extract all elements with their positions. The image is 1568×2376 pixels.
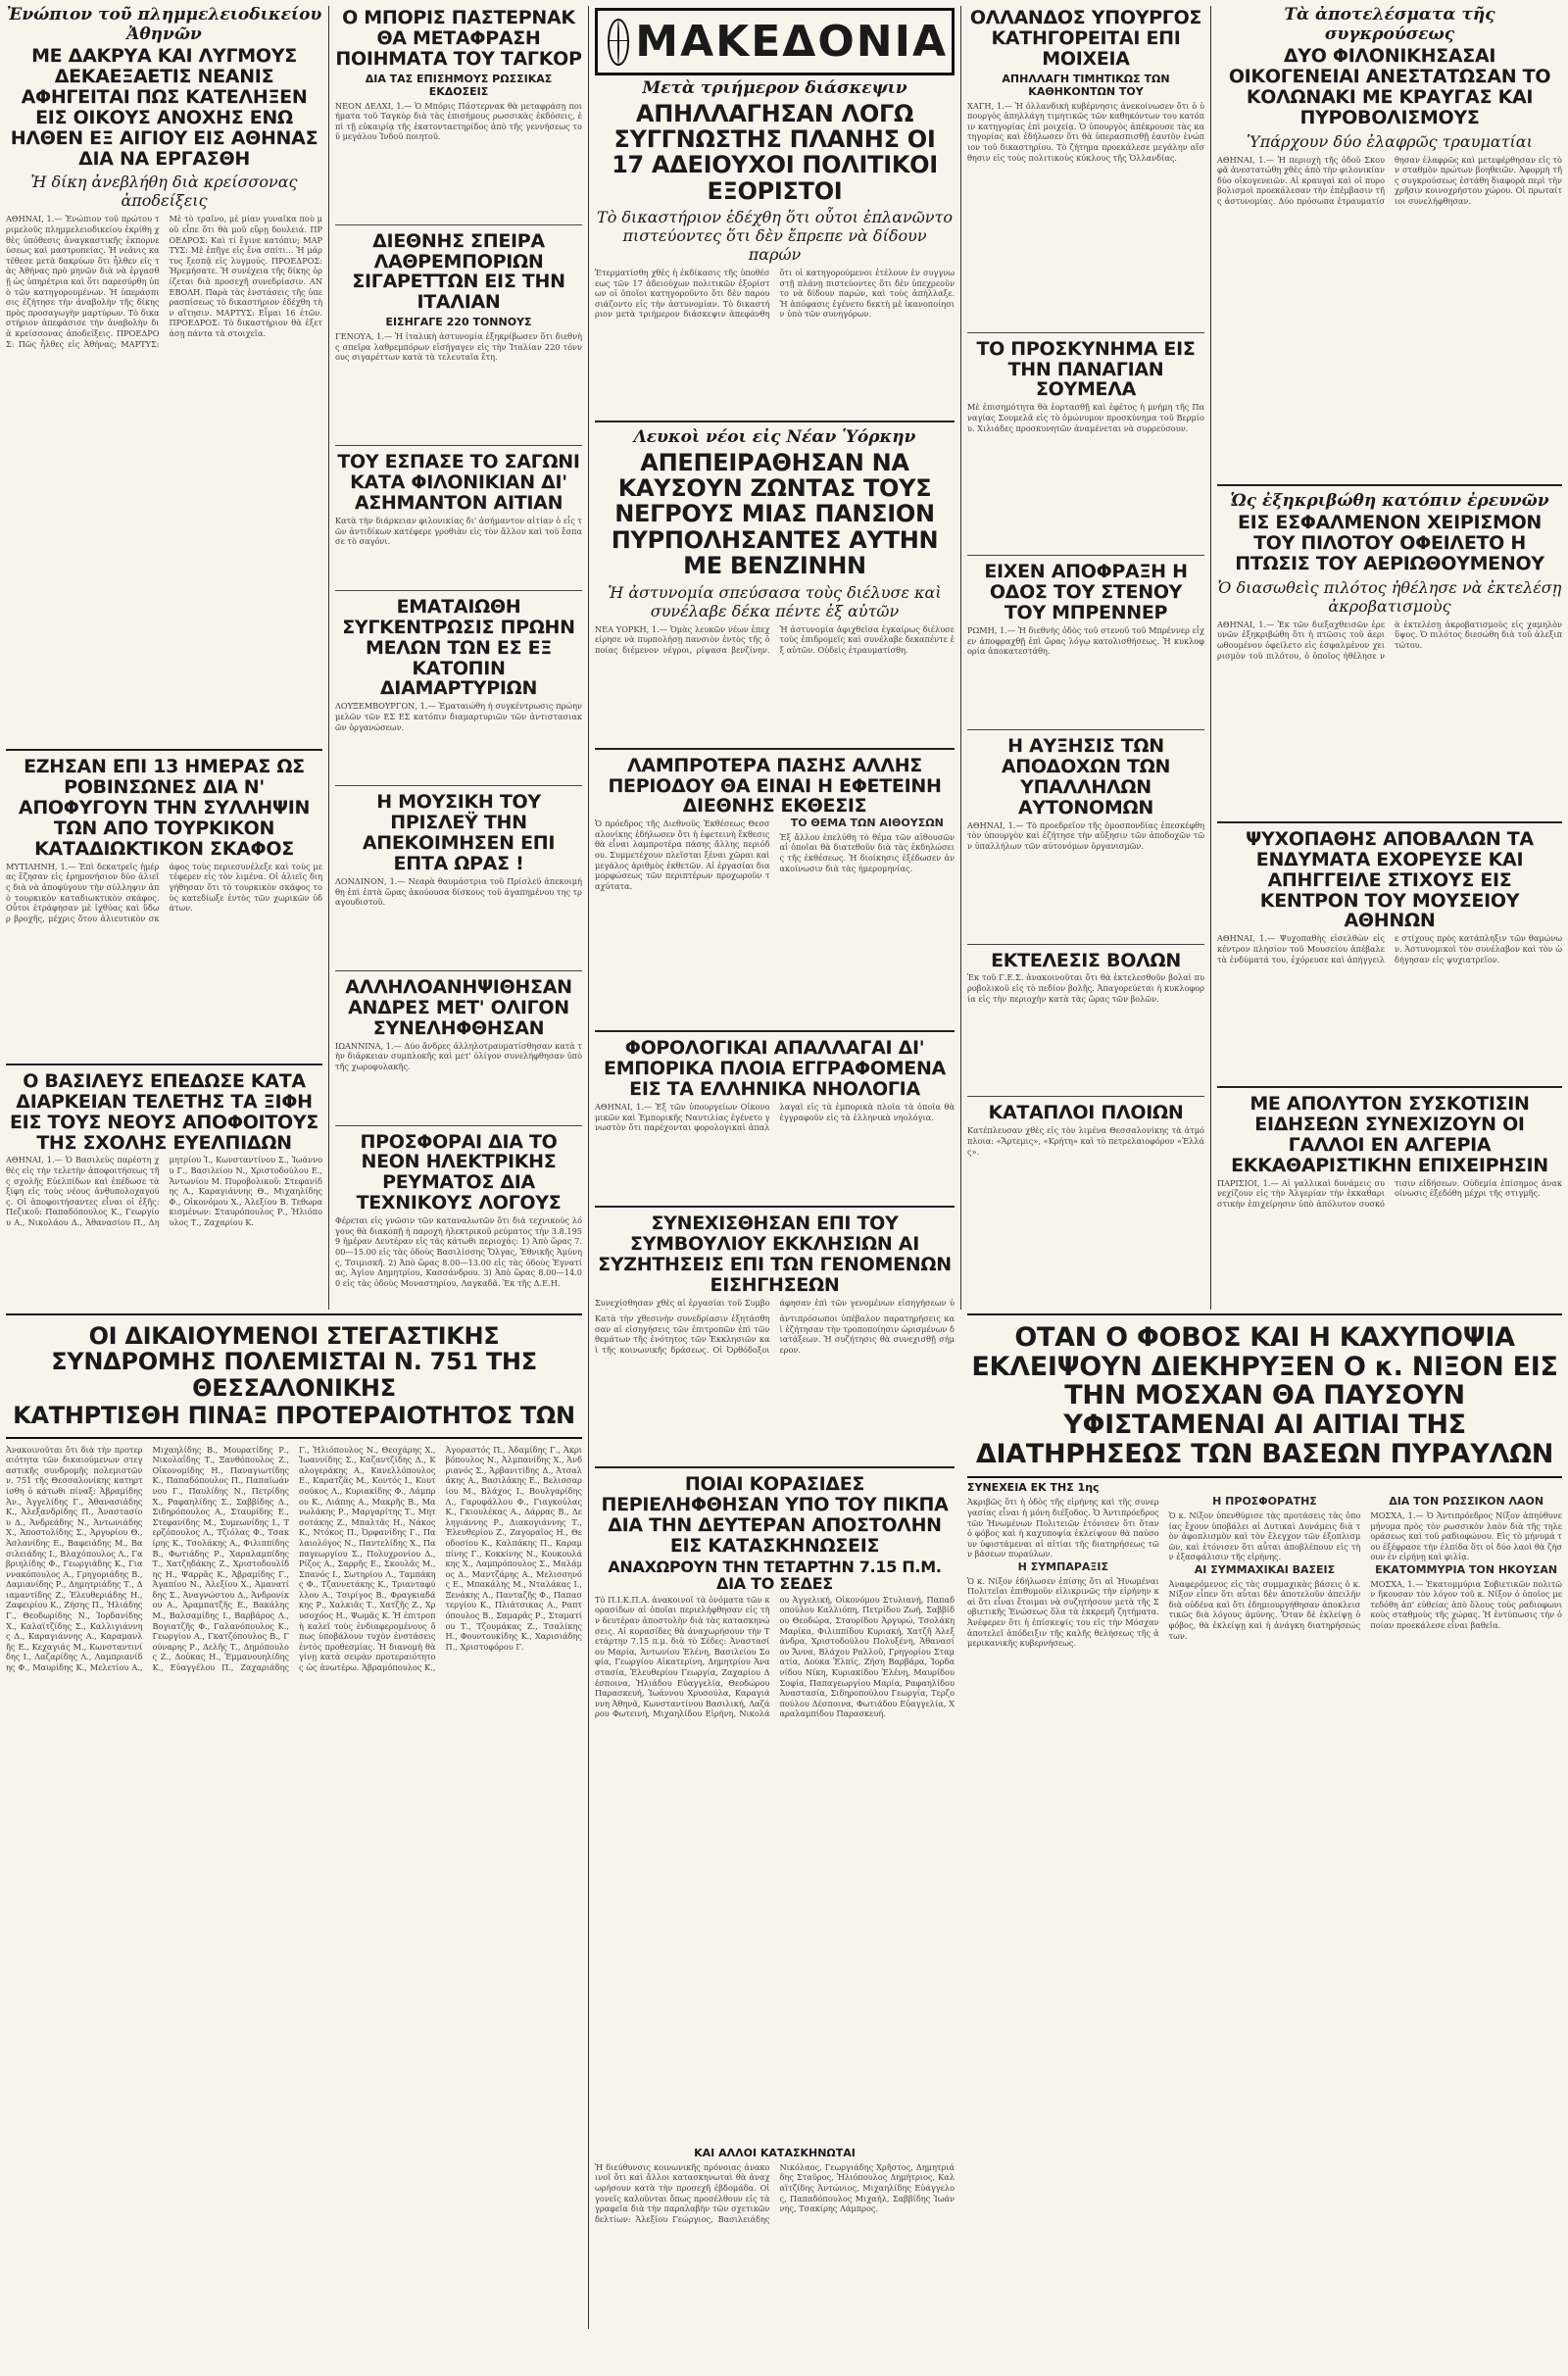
- headline: ΕΙΧΕΝ ΑΠΟΦΡΑΞΗ Η ΟΔΟΣ ΤΟΥ ΣΤΕΝΟΥ ΤΟΥ ΜΠΡΕΝΝΕΡ: [984, 561, 1188, 624]
- continuation-note: ΣΥΝΕΧΕΙΑ ΕΚ ΤΗΣ 1ης: [967, 1481, 1100, 1495]
- divider: [967, 1096, 1204, 1097]
- body-text-block: Ὁ κ. Νίξον ἐδήλωσεν ἐπίσης ὅτι αἱ Ἡνωμέναι Πολιτεῖαι ἐπιθυμοῦν εἰλικρινῶς τὴν εἰρήνην καὶ ὅτι εἶναι ἕτοιμαι νὰ συζητήσουν μετὰ τῆς Σοβιετικῆς Ἑνώσεως ὅλα τὰ ἐκκρεμῆ ζητήματα. Ἀνέφερεν ὅτι ἡ ἐπίσκεψίς του εἰς τὴν Μόσχαν ἀποτελεῖ ἀπόδειξιν τῆς καλῆς θελήσεως τῆς ἀμερικανικῆς κυβερνήσεως.: [967, 1575, 1159, 1649]
- article-body: [335, 1041, 582, 1119]
- divider: [1217, 484, 1562, 486]
- headline-banner: [967, 1313, 1562, 1478]
- headline: ΕΜΑΤΑΙΩΘΗ ΣΥΓΚΕΝΤΡΩΣΙΣ ΠΡΩΗΝ ΜΕΛΩΝ ΤΩΝ ΕΣ ΕΞ ΚΑΤΟΠΙΝ ΔΙΑΜΑΡΤΥΡΙΩΝ: [342, 595, 575, 700]
- article-body: [595, 1298, 955, 1310]
- section-heading: ΑΙ ΣΥΜΜΑΧΙΚΑΙ ΒΑΣΕΙΣ: [1194, 1563, 1336, 1576]
- article-kicker: Ἐνώπιον τοῦ πλημμελειοδικείου Ἀθηνῶν: [6, 6, 322, 44]
- article-kicker: Ὡς ἐξηκριβώθη κατόπιν ἐρευνῶν: [1230, 490, 1549, 511]
- subheadline: Ὁ διασωθεὶς πιλότος ἠθέλησε νὰ ἐκτελέσῃ ἀκροβατισμοὺς: [1217, 577, 1562, 616]
- divider: [967, 332, 1204, 333]
- body-text-block: ΛΟΥΞΕΜΒΟΥΡΓΟΝ, 1.— Ἐματαιώθη ἡ συγκέντρωσις πρώην μελῶν τῶν ΕΣ ΕΣ κατόπιν διαμαρτυριῶν τῶν ἀντιστασιακῶν ὀργανώσεων.: [335, 701, 582, 732]
- divider: [967, 555, 1204, 556]
- headline: ΨΥΧΟΠΑΘΗΣ ΑΠΟΒΑΛΩΝ ΤΑ ΕΝΔΥΜΑΤΑ ΕΧΟΡΕΥΣΕ ΚΑΙ ΑΠΗΓΓΕΙΛΕ ΣΤΙΧΟΥΣ ΕΙΣ ΚΕΝΤΡΟΝ ΤΟΥ ΜΟΥΣΕΙΟΥ ΑΘΗΝΩΝ: [1246, 827, 1534, 932]
- headline: ΑΛΛΗΛΟΑΝΗΨΙΘΗΣΑΝ ΑΝΔΡΕΣ ΜΕΤ' ΟΛΙΓΟΝ ΣΥΝΕΛΗΦΘΗΣΑΝ: [345, 975, 572, 1039]
- headline: ΣΥΝΕΧΙΣΘΗΣΑΝ ΕΠΙ ΤΟΥ ΣΥΜΒΟΥΛΙΟΥ ΕΚΚΛΗΣΙΩΝ ΑΙ ΣΥΖΗΤΗΣΕΙΣ ΕΠΙ ΤΩΝ ΓΕΝΟΜΕΝΩΝ ΕΙΣΗΓΗΣΕΩΝ: [598, 1212, 952, 1296]
- column-1: [0, 6, 328, 1310]
- article-body: [335, 1215, 582, 1310]
- article-kicker: Λευκοὶ νέοι εἰς Νέαν Ὑόρκην: [633, 427, 916, 448]
- body-text-block: Ἐκ τοῦ Γ.Ε.Σ. ἀνακοινοῦται ὅτι θὰ ἐκτελεσθοῦν βολαὶ πυροβολικοῦ εἰς τὸ πεδίον βολῆς. Ἀπαγορεύεται ἡ κυκλοφορία εἰς τὴν περιοχὴν κατὰ τὰς ὥρας τῶν βολῶν.: [967, 972, 1204, 1004]
- body-text-block: Ἐτερματίσθη χθὲς ἡ ἐκδίκασις τῆς ὑποθέσεως τῶν 17 ἀδειούχων πολιτικῶν ἐξορίστων οἱ ὁποῖοι κατηγοροῦντο ὅτι δὲν παρουσιάζοντο εἰς τὴν ἀστυνομίαν. Τὸ δικαστήριον μετὰ τριήμερον διάσκεψιν ἀπεφάνθη ὅτι οἱ κατηγορούμενοι ἐτέλουν ἐν συγγνωστῇ πλάνῃ πιστεύοντες ὅτι δὲν ὑπεχρεοῦντο νὰ δίδουν παρών, καὶ τοὺς ἀπήλλαξε. Ἡ ἀπόφασις ἐγένετο δεκτὴ μὲ ἱκανοποίησιν ὑπὸ τῶν συνηγόρων.: [595, 268, 955, 320]
- headline: ΜΕ ΑΠΟΛΥΤΟΝ ΣΥΣΚΟΤΙΣΙΝ ΕΙΔΗΣΕΩΝ ΣΥΝΕΧΙΖΟΥΝ ΟΙ ΓΑΛΛΟΙ ΕΝ ΑΛΓΕΡΙΑ ΕΚΚΑΘΑΡΙΣΤΙΚΗΝ ΕΠΙΧΕΙΡΗΣΙΝ: [1231, 1093, 1548, 1176]
- section-heading: ΚΑΙ ΑΛΛΟΙ ΚΑΤΑΣΚΗΝΩΤΑΙ: [694, 2146, 856, 2159]
- article-body: [595, 624, 955, 742]
- globe-icon: [608, 19, 629, 66]
- headline: ΤΟΥ ΕΣΠΑΣΕ ΤΟ ΣΑΓΩΝΙ ΚΑΤΑ ΦΙΛΟΝΙΚΙΑΝ ΔΙ' ΑΣΗΜΑΝΤΟΝ ΑΙΤΙΑΝ: [337, 451, 580, 515]
- article-body: [6, 1445, 582, 2376]
- bottom-right-section: [961, 1313, 1568, 2329]
- body-text-block: ΑΘΗΝΑΙ, 1.— Ἐκ τῶν διεξαχθεισῶν ἐρευνῶν ἐξηκριβώθη ὅτι ἡ πτῶσις τοῦ ἀεριωθουμένου ὀφείλετο εἰς ἐσφαλμένον χειρισμὸν τοῦ πιλότου, ὁ ὁποῖος ἠθέλησε νὰ ἐκτελέσῃ ἀκροβατισμοὺς εἰς χαμηλὸν ὕψος. Ὁ πιλότος διεσώθη διὰ τοῦ ἀλεξιπτώτου.: [1217, 619, 1562, 661]
- subheadline: ΔΙΑ ΤΑΣ ΕΠΙΣΗΜΟΥΣ ΡΩΣΣΙΚΑΣ ΕΚΔΟΣΕΙΣ: [365, 72, 553, 98]
- article-body: [967, 820, 1204, 938]
- article-body: [595, 1102, 955, 1200]
- body-text-block: ΜΟΣΧΑ, 1.— Ἑκατομμύρια Σοβιετικῶν πολιτῶν ἤκουσαν τὸν λόγον τοῦ κ. Νίξον ὁ ὁποῖος μετεδόθη ἀπ' εὐθείας ἀπὸ ὅλους τοὺς ραδιοφωνικοὺς σταθμοὺς τῆς χώρας. Ἡ ἐντύπωσις τὴν ὁποίαν προεκάλεσε εἶναι βαθεῖα.: [1370, 1578, 1562, 1630]
- headline: ΚΑΤΗΡΤΙΣΘΗ ΠΙΝΑΞ ΠΡΟΤΕΡΑΙΟΤΗΤΟΣ ΤΩΝ: [13, 1402, 575, 1430]
- divider: [335, 970, 582, 971]
- body-text-block: Τὸ Π.Ι.Κ.Π.Α. ἀνακοινοῖ τὰ ὀνόματα τῶν κορασίδων αἱ ὁποῖαι περιελήφθησαν εἰς τὴν δευτέραν ἀποστολὴν διὰ τὰς κατασκηνώσεις. Αἱ κορασίδες θὰ ἀναχωρήσουν τὴν Τετάρτην 7.15 π.μ. διὰ τὸ Σέδες: Ἀναστασίου Μαρία, Ἀντωνίου Ἑλένη, Βασιλείου Σοφία, Γεωργίου Αἰκατερίνη, Δημητρίου Ἀναστασία, Ἐλευθερίου Γεωργία, Ζαχαρίου Δέσποινα, Ἠλιάδου Εὐαγγελία, Θεοδώρου Παρασκευή, Ἰωάννου Χρυσούλα, Καραγιάννη Ἀθηνᾶ, Κωνσταντίνου Βασιλική, Λαζάρου Φωτεινή, Μιχαηλίδου Εἰρήνη, Νικολάου Ἀγγελική, Οἰκονόμου Στυλιανή, Παπαδοπούλου Καλλιόπη, Πετρίδου Ζωή, Σαββίδου Θεοδώρα, Σταυρίδου Ἀργυρώ, Τσολάκη Μαρίκα, Φιλιππίδου Κυριακή, Χατζῆ Ἀλεξάνδρα, Χριστοδούλου Πολυξένη, Ἀθανασίου Ἄννα, Βλάχου Ραλλοῦ, Γρηγορίου Σταματία, Δούκα Ἐλπίς, Ζήση Βαρβάρα, Ἰορδανίδου Νίκη, Κυριακίδου Ἑλένη, Μαυρίδου Σοφία, Παπαγεωργίου Μαρία, Ραφαηλίδου Ἀναστασία, Σιδηροπούλου Γεωργία, Τερζοπούλου Δέσποινα, Φωτιάδου Εὐαγγελία, Χαραλαμπίδου Παρασκευή.: [595, 1594, 955, 1719]
- body-text-block: ΑΘΗΝΑΙ, 1.— Ἐξ τῶν ὑπουργείων Οἰκονομικῶν καὶ Ἐμπορικῆς Ναυτιλίας ἐγένετο γνωστὸν ὅτι παρέχονται φορολογικαὶ ἀπαλλαγαὶ εἰς τὰ ἐμπορικὰ πλοῖα τὰ ὁποῖα θὰ ἐγγραφοῦν εἰς τὰ ἑλληνικὰ νηολόγια.: [595, 1101, 955, 1133]
- divider: [967, 944, 1204, 945]
- body-text-block: Ἀναφερόμενος εἰς τὰς συμμαχικὰς βάσεις ὁ κ. Νίξον εἶπεν ὅτι αὗται δὲν ἀποτελοῦν ἀπειλὴν διὰ οὐδένα καὶ ὅτι ἐδημιουργήθησαν ἀποκλειστικῶς διὰ λόγους ἀμύνης. Ὅταν δὲ ἐκλείψῃ ὁ φόβος, θὰ ἐκλείψῃ καὶ ἡ ἀνάγκη διατηρήσεώς των.: [1168, 1578, 1361, 1641]
- section-heading: Η ΠΡΟΣΦΟΡΑΤΗΣ: [1212, 1497, 1317, 1509]
- body-text-block: Ἀκριβῶς ὅτι ἡ ὁδὸς τῆς εἰρήνης καὶ τῆς συνεργασίας εἶναι ἡ μόνη διέξοδος. Ὁ Ἀντιπρόεδρος τῶν Ἡνωμένων Πολιτειῶν ἐτόνισεν ὅτι ὅταν ὁ φόβος καὶ ἡ καχυποψία ἐκλείψουν θὰ παύσουν ὑφιστάμεναι αἱ αἰτίαι τῆς διατηρήσεως τῶν βάσεων πυραύλων.: [967, 1497, 1159, 1559]
- headline: ΕΖΗΣΑΝ ΕΠΙ 13 ΗΜΕΡΑΣ ΩΣ ΡΟΒΙΝΣΩΝΕΣ ΔΙΑ Ν' ΑΠΟΦΥΓΟΥΝ ΤΗΝ ΣΥΛΛΗΨΙΝ ΤΩΝ ΑΠΟ ΤΟΥΡΚΙΚΟΝ ΚΑΤΑΔΙΩΚΤΙΚΟΝ ΣΚΑΦΟΣ: [18, 756, 311, 860]
- headline: ΦΟΡΟΛΟΓΙΚΑΙ ΑΠΑΛΛΑΓΑΙ ΔΙ' ΕΜΠΟΡΙΚΑ ΠΛΟΙΑ ΕΓΓΡΑΦΟΜΕΝΑ ΕΙΣ ΤΑ ΕΛΛΗΝΙΚΑ ΝΗΟΛΟΓΙΑ: [604, 1037, 946, 1101]
- body-text-block: ΜΥΤΙΛΗΝΗ, 1.— Ἐπὶ δεκατρεῖς ἡμέρας ἔζησαν εἰς ἐρημονήσιον δύο ἁλιεῖς διὰ νὰ ἀποφύγουν τὴν σύλληψιν ἀπὸ τουρκικὸν καταδιωκτικὸν σκάφος. Οὗτοι ἐτράφησαν μὲ ἰχθύας καὶ ὕδωρ βροχῆς, μέχρις ὅτου ἀλιευτικὸν σκάφος τοὺς περιεσυνέλεξε καὶ τοὺς μετέφερεν εἰς τὸν λιμένα. Οἱ ἁλιεῖς διηγήθησαν ὅτι τὸ τουρκικὸν σκάφος τοὺς κατεδίωξε ἐντὸς τῶν χωρικῶν ὑδάτων.: [6, 861, 322, 923]
- headline: ΑΠΕΠΕΙΡΑΘΗΣΑΝ ΝΑ ΚΑΥΣΟΥΝ ΖΩΝΤΑΣ ΤΟΥΣ ΝΕΓΡΟΥΣ ΜΙΑΣ ΠΑΝΣΙΟΝ ΠΥΡΠΟΛΗΣΑΝΤΕΣ ΑΥΤΗΝ ΜΕ ΒΕΝΖΙΝΗΝ: [611, 448, 939, 580]
- bottom-left-section: [0, 1313, 588, 2329]
- body-text-block: Ὁ κ. Νίξον ὑπενθύμισε τὰς προτάσεις τὰς ὁποίας ἔχουν ὑποβάλει αἱ Δυτικαὶ Δυνάμεις διὰ τὸν ἀφοπλισμὸν καὶ τὸν ἔλεγχον τῶν ἐξοπλισμῶν, καὶ ἐτόνισεν ὅτι αὗται ἀποβλέπουν εἰς τὴν ἐξασφάλισιν τῆς εἰρήνης.: [1168, 1510, 1361, 1562]
- section-heading: Η ΣΥΜΠΑΡΑΞΙΣ: [1017, 1560, 1108, 1573]
- article-body: [6, 1155, 322, 1310]
- headline: Η ΜΟΥΣΙΚΗ ΤΟΥ ΠΡΙΣΛΕΫ ΤΗΝ ΑΠΕΚΟΙΜΗΣΕΝ ΕΠΙ ΕΠΤΑ ΩΡΑΣ !: [362, 791, 556, 875]
- body-text-block: ΑΘΗΝΑΙ, 1.— Ἡ περιοχὴ τῆς ὁδοῦ Σκουφᾶ ἀνεστατώθη χθὲς ἀπὸ τὴν φιλονικίαν δύο οἰκογενειῶν. Αἱ κραυγαὶ καὶ οἱ πυροβολισμοὶ προεκάλεσαν τὴν ἐπέμβασιν τῆς ἀστυνομίας. Δύο πρόσωπα ἐτραυματίσθησαν ἐλαφρῶς καὶ μετεφέρθησαν εἰς τὸν σταθμὸν πρώτων βοηθειῶν. Ἀφορμὴ τῆς συγκρούσεως ἐστάθη διαφορὰ περὶ τὴν χρῆσιν κοινοχρήστου χώρου. Οἱ πρωταίτιοι συνελήφθησαν.: [1217, 154, 1562, 207]
- article-kicker: Τὰ ἀποτελέσματα τῆς συγκρούσεως: [1284, 6, 1495, 44]
- headline: ΟΤΑΝ Ο ΦΟΒΟΣ ΚΑΙ Η ΚΑΧΥΠΟΨΙΑ ΕΚΛΕΙΨΟΥΝ ΔΙΕΚΗΡΥΞΕΝ Ο κ. ΝΙΞΟΝ ΕΙΣ ΤΗΝ ΜΟΣΧΑΝ ΘΑ ΠΑΥΣΟΥΝ ΥΦΙΣΤΑΜΕΝΑΙ ΑΙ ΑΙΤΙΑΙ ΤΗΣ ΔΙΑΤΗΡΗΣΕΩΣ ΤΩΝ ΒΑΣΕΩΝ ΠΥΡΑΥΛΩΝ: [971, 1322, 1558, 1469]
- masthead: [595, 8, 955, 75]
- body-text-block: Ὁ πρόεδρος τῆς Διεθνοῦς Ἐκθέσεως Θεσσαλονίκης ἐδήλωσεν ὅτι ἡ ἐφετεινὴ ἔκθεσις θὰ εἶναι λαμπροτέρα πάσης ἄλλης περιόδου. Συμμετέχουν πλεῖσται ξέναι χῶραι καὶ μεγάλος ἀριθμὸς ἐκθετῶν. Αἱ ἐργασίαι διαμορφώσεως τῶν περιπτέρων προχωροῦν ταχύτατα.: [595, 818, 770, 891]
- headline: ΕΙΣ ΕΣΦΑΛΜΕΝΟΝ ΧΕΙΡΙΣΜΟΝ ΤΟΥ ΠΙΛΟΤΟΥ ΟΦΕΙΛΕΤΟ Η ΠΤΩΣΙΣ ΤΟΥ ΑΕΡΙΩΘΟΥΜΕΝΟΥ: [1235, 512, 1544, 574]
- section-heading: ΤΟ ΘΕΜΑ ΤΩΝ ΑΙΘΟΥΣΩΝ: [790, 818, 944, 830]
- divider: [1217, 1086, 1562, 1088]
- column-3-bottom: [589, 1313, 960, 2329]
- article-body: [335, 876, 582, 965]
- column-4: [961, 6, 1210, 1310]
- subheadline: Ἡ ἀστυνομία σπεύσασα τοὺς διέλυσε καὶ συνέλαβε δέκα πέντε ἐξ αὐτῶν: [608, 582, 942, 620]
- headline: ΠΟΙΑΙ ΚΟΡΑΣΙΔΕΣ ΠΕΡΙΕΛΗΦΘΗΣΑΝ ΥΠΟ ΤΟΥ ΠΙΚΠΑ ΔΙΑ ΤΗΝ ΔΕΥΤΕΡΑΝ ΑΠΟΣΤΟΛΗΝ ΕΙΣ ΚΑΤΑΣΚΗΝΩΣΕΙΣ: [601, 1473, 949, 1557]
- body-text-block: Ἐξ ἄλλου ἐπελύθη τὸ θέμα τῶν αἰθουσῶν αἱ ὁποῖαι θὰ διατεθοῦν διὰ τὰς ἐκδηλώσεις τῆς ἐκθέσεως. Ἡ διοίκησις ἐξέδωσεν ἀνακοίνωσιν διὰ τὰς ἡμερομηνίας.: [779, 831, 955, 873]
- divider: [595, 1206, 955, 1208]
- headline: ΛΑΜΠΡΟΤΕΡΑ ΠΑΣΗΣ ΑΛΛΗΣ ΠΕΡΙΟΔΟΥ ΘΑ ΕΙΝΑΙ Η ΕΦΕΤΕΙΝΗ ΔΙΕΘΝΗΣ ΕΚΘΕΣΙΣ: [608, 754, 942, 817]
- body-text-block: Φέρεται εἰς γνῶσιν τῶν καταναλωτῶν ὅτι διὰ τεχνικοὺς λόγους θὰ διακοπῇ ἡ παροχὴ ἠλεκτρικοῦ ρεύματος τὴν 3.8.1959 ἡμέραν Δευτέραν εἰς τὰς κάτωθι περιοχάς: 1) Ἀπὸ ὥρας 7.00—15.00 εἰς τὰς ὁδοὺς Βασιλίσσης Ὄλγας, Ἐθνικῆς Ἀμύνης, Τσιμισκῆ. 2) Ἀπὸ ὥρας 8.00—13.00 εἰς τὰς ὁδοὺς Ἐγνατίας, Ἁγίου Δημητρίου, Κασσάνδρου. 3) Ἀπὸ ὥρας 8.00—14.00 εἰς τὰς ὁδοὺς Μοναστηρίου, Λαγκαδᾶ. Ἐκ τῆς Δ.Ε.Η.: [335, 1215, 582, 1288]
- article-body: [967, 101, 1204, 326]
- divider: [335, 1125, 582, 1126]
- headline: ΠΡΟΣΦΟΡΑΙ ΔΙΑ ΤΟ ΝΕΟΝ ΗΛΕΚΤΡΙΚΗΣ ΡΕΥΜΑΤΟΣ ΔΙΑ ΤΕΧΝΙΚΟΥΣ ΛΟΓΟΥΣ: [356, 1130, 562, 1214]
- subheadline: Ὑπάρχουν δύο ἐλαφρῶς τραυματίαι: [1247, 131, 1533, 151]
- divider: [335, 785, 582, 786]
- divider: [335, 590, 582, 591]
- body-text-block: ΑΘΗΝΑΙ, 1.— Ἐνώπιον τοῦ πρώτου τριμελοῦς πλημμελειοδικείου ἐκρίθη χθὲς ὑπόθεσις ἀναγκαστικῆς ἐκπορνεύσεως καὶ μαστροπείας. Ἡ νεᾶνις κατέθεσε μετὰ δακρύων ὅτι ἦλθεν εἰς τὰς Ἀθήνας πρὸ μηνῶν διὰ νὰ ἐργασθῇ ὡς ὑπηρέτρια καὶ ὅτι παρεσύρθη ὑπὸ τῶν κατηγορουμένων. Ἡ ὑπεράσπισις ἐζήτησε τὴν ἀναβολὴν τῆς δίκης πρὸς προσαγωγὴν μαρτύρων. Τὸ δικαστήριον ἀπεφάσισε τὴν ἀναβολὴν διὰ κρείσσονας ἀποδείξεις. ΠΡΟΕΔΡΟΣ: Πῶς ἦλθες εἰς Ἀθήνας; ΜΑΡΤΥΣ: Μὲ τὸ τραῖνο, μὲ μίαν γυναῖκα ποὺ μοῦ εἶπε ὅτι θὰ μοῦ εὕρῃ δουλειά. ΠΡΟΕΔΡΟΣ: Καὶ τί ἔγινε κατόπιν; ΜΑΡΤΥΣ: Μὲ ἐπῆγε εἰς ἕνα σπίτι... Ἡ μάρτυς ξεσπᾷ εἰς λυγμούς. ΠΡΟΕΔΡΟΣ: Ἠρεμήσατε. Ἡ συνέχεια τῆς δίκης ὁρίζεται διὰ προσεχῆ συνεδρίασιν. ΑΝΕΒΟΛΗ. Παρὰ τὰς ἐνστάσεις τῆς ὑπερασπίσεως τὸ δικαστήριον ἐδέχθη τὴν αἴτησιν. ΜΑΡΤΥΣ: Εἶμαι 16 ἐτῶν. ΠΡΟΕΔΡΟΣ: Τὸ δικαστήριον θὰ ἐξετάσῃ πάντα τὰ στοιχεῖα.: [6, 214, 322, 349]
- body-text-block: Ἡ διεύθυνσις κοινωνικῆς πρόνοιας ἀνακοινοῖ ὅτι καὶ ἄλλοι κατασκηνωταὶ θὰ ἀναχωρήσουν κατὰ τὴν προσεχῆ ἑβδομάδα. Οἱ γονεῖς καλοῦνται ὅπως προσέλθουν εἰς τὰ γραφεῖα διὰ τὴν παραλαβὴν τῶν σχετικῶν δελτίων: Ἀλεξίου Γεώργιος, Βασιλειάδης Νικόλαος, Γεωργιάδης Χρῆστος, Δημητριάδης Σταῦρος, Ἠλιόπουλος Δημήτριος, Καλαϊτζίδης Ἀντώνιος, Μιχαηλίδης Εὐάγγελος, Παπαδόπουλος Μιχαήλ, Σαββίδης Ἰωάννης, Τσακίρης Λάμπρος.: [595, 2161, 955, 2224]
- headline-banner: [6, 1313, 582, 1439]
- divider: [1217, 821, 1562, 823]
- headline: ΟΙ ΔΙΚΑΙΟΥΜΕΝΟΙ ΣΤΕΓΑΣΤΙΚΗΣ ΣΥΝΔΡΟΜΗΣ ΠΟΛΕΜΙΣΤΑΙ Ν. 751 ΤΗΣ ΘΕΣΣΑΛΟΝΙΚΗΣ: [51, 1322, 537, 1402]
- article-body: [967, 972, 1204, 1090]
- divider: [595, 748, 955, 750]
- article-body: [335, 516, 582, 584]
- divider: [967, 729, 1204, 730]
- body-text-block: Κατὰ τὴν χθεσινὴν συνεδρίασιν ἐξητάσθησαν αἱ εἰσηγήσεις τῶν ἐπιτροπῶν ἐπὶ τῶν θεμάτων τῆς ἑνότητος τῶν Ἐκκλησιῶν καὶ τῆς κοινωνικῆς δράσεως. Οἱ Ὀρθόδοξοι ἀντιπρόσωποι ὑπέβαλον παρατηρήσεις καὶ ἐζήτησαν τὴν τροποποίησιν ὡρισμένων διατάξεων. Ἡ συζήτησις θὰ συνεχισθῇ σήμερον.: [595, 1313, 955, 1355]
- column-2: [329, 6, 588, 1310]
- divider: [595, 1030, 955, 1032]
- subheadline: ΕΙΣΗΓΑΓΕ 220 ΤΟΝΝΟΥΣ: [385, 316, 532, 329]
- article-body: [595, 1595, 955, 2144]
- body-text-block: Κατέπλευσαν χθὲς εἰς τὸν λιμένα Θεσσαλονίκης τὰ ἀτμόπλοια: «Ἄρτεμις», «Κρήτη» καὶ τὸ πετρελαιοφόρον «Ἑλλάς».: [967, 1125, 1204, 1157]
- article-body: [335, 331, 582, 439]
- subheadline: Τὸ δικαστήριον ἐδέχθη ὅτι οὗτοι ἐπλανῶντο πιστεύοντες ὅτι δὲν ἔπρεπε νὰ δίδουν παρών: [597, 208, 953, 265]
- body-text-block: ΑΘΗΝΑΙ, 1.— Ὁ Βασιλεὺς παρέστη χθὲς εἰς τὴν τελετὴν ἀποφοιτήσεως τῆς σχολῆς Εὐελπίδων καὶ ἐπέδωσε τὰ ξίφη εἰς τοὺς νέους ἀνθυπολοχαγούς. Οἱ ἀποφοιτήσαντες εἶναι οἱ ἑξῆς: Πεζικοῦ: Παπαδόπουλος Κ., Γεωργίου Α., Νικολάου Δ., Ἀθανασίου Π., Δημητρίου Ἰ., Κωνσταντίνου Σ., Ἰωάννου Γ., Βασιλείου Ν., Χριστοδούλου Ε., Ἀντωνίου Μ. Πυροβολικοῦ: Στεφανίδης Λ., Καραγιάννης Θ., Μιχαηλίδης Φ., Οἰκονόμου Χ., Ἀλεξίου Β. Τεθωρακισμένων: Σταυρόπουλος Ρ., Ἠλιόπουλος Τ., Ζαχαρίου Κ.: [6, 1155, 322, 1228]
- article-body: [967, 1497, 1562, 2330]
- body-text-block: Κατὰ τὴν διάρκειαν φιλονικίας δι' ἀσήμαντον αἰτίαν ὁ εἷς τῶν ἀντιδίκων κατέφερε γροθιὰν εἰς τὸν ἄλλον καὶ τοῦ ἔσπασε τὸ σαγόνι.: [335, 515, 582, 547]
- article-body: [595, 818, 955, 1024]
- body-text-block: ΡΩΜΗ, 1.— Ἡ διεθνὴς ὁδὸς τοῦ στενοῦ τοῦ Μπρέννερ εἶχεν ἀποφραχθῇ ἐπὶ ὥρας λόγῳ κατολισθήσεως. Ἡ κυκλοφορία ἀποκατεστάθη.: [967, 625, 1204, 657]
- article-body: [335, 101, 582, 219]
- body-text-block: ΜΟΣΧΑ, 1.— Ὁ Ἀντιπρόεδρος Νίξον ἀπηύθυνε μήνυμα πρὸς τὸν ρωσσικὸν λαὸν διὰ τῆς τηλεοράσεως καὶ τοῦ ραδιοφώνου. Εἰς τὸ μήνυμά του ἐξέφρασε τὴν ἐλπίδα ὅτι οἱ δύο λαοὶ θὰ ζήσουν ἐν εἰρήνῃ καὶ φιλίᾳ.: [1370, 1510, 1562, 1562]
- body-text-block: ΙΩΑΝΝΙΝΑ, 1.— Δύο ἄνδρες ἀλληλοτραυματίσθησαν κατὰ τὴν διάρκειαν συμπλοκῆς καὶ μετ' ὀλίγον συνελήφθησαν ὑπὸ τῆς χωροφυλακῆς.: [335, 1040, 582, 1071]
- body-text-block: ΓΕΝΟΥΑ, 1.— Ἡ ἰταλικὴ ἀστυνομία ἐξηκρίβωσεν ὅτι διεθνὴς σπεῖρα λαθρεμπόρων εἰσήγαγεν εἰς τὴν Ἰταλίαν 220 τόννους σιγαρέττων κατὰ τὰ τελευταῖα ἔτη.: [335, 331, 582, 363]
- divider: [335, 224, 582, 225]
- section-heading: ΕΚΑΤΟΜΜΥΡΙΑ ΤΟΝ ΗΚΟΥΣΑΝ: [1375, 1563, 1558, 1576]
- article-body: [595, 268, 955, 415]
- headline: ΤΟ ΠΡΟΣΚΥΝΗΜΑ ΕΙΣ ΤΗΝ ΠΑΝΑΓΙΑΝ ΣΟΥΜΕΛΑ: [976, 337, 1196, 401]
- divider: [6, 749, 322, 751]
- masthead-title: ΜΑΚΕΔΟΝΙΑ: [635, 17, 948, 67]
- headline: Ο ΜΠΟΡΙΣ ΠΑΣΤΕΡΝΑΚ ΘΑ ΜΕΤΑΦΡΑΣΗ ΠΟΙΗΜΑΤΑ ΤΟΥ ΤΑΓΚΟΡ: [335, 7, 582, 70]
- body-text-block: ΝΕΑ ΥΟΡΚΗ, 1.— Ὁμὰς λευκῶν νέων ἐπεχείρησε νὰ πυρπολήσῃ πανσιὸν ἐντὸς τῆς ὁποίας διέμενον νέγροι, ρίψασα βενζίνην. Ἡ ἀστυνομία ἀφιχθεῖσα ἐγκαίρως διέλυσε τοὺς ἐπιδρομεῖς καὶ συνέλαβε δεκαπέντε ἐξ αὐτῶν. Οὐδεὶς ἐτραυματίσθη.: [595, 623, 955, 655]
- column-3: [589, 6, 960, 1310]
- article-body: [595, 1313, 955, 1460]
- divider: [335, 445, 582, 446]
- headline: ΑΠΗΛΛΑΓΗΣΑΝ ΛΟΓΩ ΣΥΓΓΝΩΣΤΗΣ ΠΛΑΝΗΣ ΟΙ 17 ΑΔΕΙΟΥΧΟΙ ΠΟΛΙΤΙΚΟΙ ΕΞΟΡΙΣΤΟΙ: [612, 99, 938, 205]
- subheadline: ΑΝΑΧΩΡΟΥΝ ΤΗΝ ΤΕΤΑΡΤΗΝ 7.15 Π.Μ. ΔΙΑ ΤΟ ΣΕΔΕΣ: [608, 1557, 942, 1594]
- headline: ΟΛΛΑΝΔΟΣ ΥΠΟΥΡΓΟΣ ΚΑΤΗΓΟΡΕΙΤΑΙ ΕΠΙ ΜΟΙΧΕΙΑ: [969, 7, 1202, 70]
- article-body: [1217, 619, 1562, 816]
- article-body: [6, 862, 322, 1058]
- headline: ΔΥΟ ΦΙΛΟΝΙΚΗΣΑΣΑΙ ΟΙΚΟΓΕΝΕΙΑΙ ΑΝΕΣΤΑΤΩΣΑΝ ΤΟ ΚΟΛΩΝΑΚΙ ΜΕ ΚΡΑΥΓΑΣ ΚΑΙ ΠΥΡΟΒΟΛΙΣΜΟΥΣ: [1228, 45, 1551, 128]
- article-body: [595, 2162, 955, 2329]
- headline: ΜΕ ΔΑΚΡΥΑ ΚΑΙ ΛΥΓΜΟΥΣ ΔΕΚΑΕΞΑΕΤΙΣ ΝΕΑΝΙΣ ΑΦΗΓΕΙΤΑΙ ΠΩΣ ΚΑΤΕΛΗΞΕΝ ΕΙΣ ΟΙΚΟΥΣ ΑΝΟΧΗΣ ΕΝΩ ΗΛΘΕΝ ΕΞ ΑΙΓΙΟΥ ΕΙΣ ΑΘΗΝΑΣ ΔΙΑ ΝΑ ΕΡΓΑΣΘΗ: [10, 45, 318, 170]
- headline: Ο ΒΑΣΙΛΕΥΣ ΕΠΕΔΩΣΕ ΚΑΤΑ ΔΙΑΡΚΕΙΑΝ ΤΕΛΕΤΗΣ ΤΑ ΞΙΦΗ ΕΙΣ ΤΟΥΣ ΝΕΟΥΣ ΑΠΟΦΟΙΤΟΥΣ ΤΗΣ ΣΧΟΛΗΣ ΕΥΕΛΠΙΔΩΝ: [10, 1069, 318, 1154]
- body-text-block: ΝΕΟΝ ΔΕΛΧΙ, 1.— Ὁ Μπόρις Πάστερνακ θὰ μεταφράσῃ ποιήματα τοῦ Ταγκὸρ διὰ τὰς ἐπισήμους ρωσσικὰς ἐκδόσεις, ἐπὶ τῇ εὐκαιρίᾳ τῆς ἑκατονταετηρίδος ἀπὸ τῆς γεννήσεως τοῦ μεγάλου Ἰνδοῦ ποιητοῦ.: [335, 100, 582, 142]
- article-body: [967, 625, 1204, 723]
- article-kicker: Μετὰ τριήμερον διάσκεψιν: [642, 78, 907, 98]
- body-text-block: ΧΑΓΗ, 1.— Ἡ ὁλλανδικὴ κυβέρνησις ἀνεκοίνωσεν ὅτι ὁ ὑπουργὸς ἀπηλλάγη τιμητικῶς τῶν καθηκόντων του κατόπιν κατηγορίας ἐπὶ μοιχείᾳ. Ὁ ὑπουργὸς ἀπέκρουσε τὰς κατηγορίας καὶ ἐδήλωσεν ὅτι θὰ ὑπερασπισθῇ ἑαυτὸν ἐνώπιον τοῦ δικαστηρίου. Τὸ ζήτημα προεκάλεσε μεγάλην αἴσθησιν εἰς τοὺς πολιτικοὺς κύκλους τῆς Ὁλλανδίας.: [967, 100, 1204, 163]
- body-text-block: ΑΘΗΝΑΙ, 1.— Τὸ προεδρεῖον τῆς ὁμοσπονδίας ἐπεσκέφθη τὸν ὑπουργὸν καὶ ἐζήτησε τὴν αὔξησιν τῶν ἀποδοχῶν τῶν ὑπαλλήλων τῶν αὐτονόμων ὀργανισμῶν.: [967, 819, 1204, 851]
- article-body: [1217, 155, 1562, 478]
- headline: ΚΑΤΑΠΛΟΙ ΠΛΟΙΩΝ: [988, 1102, 1184, 1124]
- body-text-block: ΠΑΡΙΣΙΟΙ, 1.— Αἱ γαλλικαὶ δυνάμεις συνεχίζουν εἰς τὴν Ἀλγερίαν τὴν ἐκκαθαριστικὴν ἐπιχείρησιν ὑπὸ ἀπόλυτον συσκότισιν εἰδήσεων. Οὐδεμία ἐπίσημος ἀνακοίνωσις ἐξεδόθη μέχρι τῆς στιγμῆς.: [1217, 1177, 1562, 1210]
- section-heading: ΔΙΑ ΤΟΝ ΡΩΣΣΙΚΟΝ ΛΑΟΝ: [1389, 1497, 1544, 1509]
- body-text-block: Συνεχίσθησαν χθὲς αἱ ἐργασίαι τοῦ Συμβο άφησαν ἐπὶ τῶν γενομένων εἰσηγήσεων ὑ: [595, 1297, 955, 1308]
- article-body: [967, 402, 1204, 549]
- column-5: [1211, 6, 1568, 1310]
- subheadline: ΑΠΗΛΛΑΓΗ ΤΙΜΗΤΙΚΩΣ ΤΩΝ ΚΑΘΗΚΟΝΤΩΝ ΤΟΥ: [1002, 72, 1170, 98]
- subheadline: Ἡ δίκη ἀνεβλήθη διὰ κρείσσονας ἀποδείξεις: [30, 173, 298, 211]
- divider: [6, 1064, 322, 1065]
- article-body: [1217, 933, 1562, 1080]
- headline: ΕΚΤΕΛΕΣΙΣ ΒΟΛΩΝ: [991, 949, 1181, 971]
- article-body: [335, 701, 582, 779]
- body-text-block: Ἀνακοινοῦται ὅτι διὰ τὴν προτεραιότητα τῶν δικαιούμενων στεγαστικῆς συνδρομῆς πολεμιστῶν ν. 751 τῆς Θεσσαλονίκης κατηρτίσθη ὁ κάτωθι πίναξ: Ἀβραμίδης Ἀν., Ἀγγελίδης Γ., Ἀθανασιάδης Κ., Ἀλεξανδρίδης Π., Ἀναστασίου Δ., Ἀνδρεάδης Ν., Ἀντωνιάδης Χ., Ἀποστολίδης Σ., Ἀργυρίου Θ., Ἀσλανίδης Ε., Βαφειάδης Μ., Βασιλειάδης Ι., Βλαχόπουλος Λ., Γαβριηλίδης Φ., Γεωργιάδης Κ., Γιαννακόπουλος Α., Γρηγοριάδης Β., Δαμιανίδης Ρ., Δημητριάδης Τ., Διαμαντίδης Ζ., Ἐλευθεριάδης Η., Ζαφειρίου Κ., Ζήσης Π., Ἠλιάδης Γ., Θεοδωρίδης Ν., Ἰορδανίδης Χ., Καλαϊτζίδης Σ., Καλλιγιάννης Δ., Καραγιάννης Α., Καραμανλῆς Ε., Κεχαγιάς Μ., Κωνσταντινίδης Ι., Λαζαρίδης Λ., Λαμπριανίδης Φ., Μαυρίδης Κ., Μελετίου Α., Μιχαηλίδης Β., Μουρατίδης Ρ., Νικολαΐδης Τ., Ξανθόπουλος Ζ., Οἰκονομίδης Η., Παναγιωτίδης Κ., Παπαδόπουλος Π., Παπαϊωάννου Γ., Παυλίδης Ν., Πετρίδης Χ., Ραφαηλίδης Σ., Σαββίδης Δ., Σιδηρόπουλος Α., Σταυρίδης Ε., Στεφανίδης Μ., Συμεωνίδης Ι., Τερζόπουλος Λ., Τζιόλας Φ., Τσακίρης Κ., Τσολάκης Α., Φιλιππίδης Β., Φωτιάδης Ρ., Χαραλαμπίδης Τ., Χατζηδάκης Ζ., Χριστοδουλίδης Η., Ψαρρᾶς Κ., Ἀβραμίδης Γ., Ἀγαπίου Ν., Ἀλεξίου Χ., Ἀμανατίδης Σ., Ἀναγνώστου Δ., Ἀνδρονίκου Α., Ἀραμπατζῆς Ε., Βακάλης Μ., Βαλσαμίδης Ι., Βαρβάρος Λ., Βογιατζῆς Φ., Γαλανόπουλος Κ., Γεωργίου Α., Γκατζόπουλος Β., Γούναρης Ρ., Δελῆς Τ., Δημόπουλος Ζ., Δούκας Η., Ἐμμανουηλίδης Κ., Εὐαγγέλου Π., Ζαχαριάδης Γ., Ἠλιόπουλος Ν., Θεοχάρης Χ., Ἰωαννίδης Σ., Καζαντζίδης Δ., Καλογεράκης Α., Κανελλόπουλος Ε., Καρατζᾶς Μ., Κοντός Ι., Κουτσούκος Λ., Κυριακίδης Φ., Λάμπρου Κ., Λιάπης Α., Μακρῆς Β., Μανωλάκης Ρ., Μαργαρίτης Τ., Μητσοτάκης Ζ., Μπαλτᾶς Η., Νάκος Κ., Ντόκος Π., Ὀρφανίδης Γ., Παλαιολόγος Ν., Παντελίδης Χ., Παπαγεωργίου Σ., Πολυχρονίου Δ., Ρίζος Α., Σαρρῆς Ε., Σκουλᾶς Μ., Σπανός Ι., Σωτηρίου Λ., Ταμπάκης Φ., Τζαννετάκης Κ., Τριανταφύλλου Α., Τσιρίγος Β., Φραγκιαδάκης Ρ., Χαλκιᾶς Τ., Χατζῆς Ζ., Χρυσοχόος Η., Ψωμᾶς Κ. Ἡ ἐπιτροπὴ καλεῖ τοὺς ἐνδιαφερομένους ὅπως ὑποβάλουν τυχὸν ἐνστάσεις ἐντὸς προθεσμίας. Ἡ διανομὴ θὰ γίνῃ κατὰ σειρὰν προτεραιότητος ὡς ἀνωτέρω. Ἀβραμόπουλος Κ., Ἀγοραστός Π., Ἀδαμίδης Γ., Ἀκριβόπουλος Ν., Ἀλμπανίδης Χ., Ἀνδριανός Σ., Ἀρβανιτίδης Δ., Ἀτσαλάκης Α., Βασιλάκης Ε., Βελισσαρίου Μ., Βλάχος Ι., Βουλγαρίδης Λ., Γαρυφάλλου Φ., Γιαγκούλας Κ., Γκιουλέκας Α., Δάρρας Β., Δεληγιάννης Ρ., Διακογιάννης Τ., Ἐλευθερίου Ζ., Ζαγοραῖος Η., Θεοδοσίου Κ., Καλπάκης Π., Καραμπίνης Γ., Κοκκίνης Ν., Κουκουλάκης Χ., Λαμπρόπουλος Σ., Μαλάμος Δ., Μαντζάρης Α., Μελισσηνός Ε., Μπακάλης Μ., Νταλάκας Ι., Ξενάκης Λ., Πανταζῆς Φ., Παπαστεργίου Κ., Πλιάτσικας Α., Ραπτόπουλος Β., Σαμαρᾶς Ρ., Σταματίου Τ., Τζουμάκας Ζ., Τσαλίκης Η., Φουντουκίδης Κ., Χαρισιάδης Π., Χριστοφόρου Γ.: [6, 1444, 582, 1673]
- headline: ΔΙΕΘΝΗΣ ΣΠΕΙΡΑ ΛΑΘΡΕΜΠΟΡΙΩΝ ΣΙΓΑΡΕΤΤΩΝ ΕΙΣ ΤΗΝ ΙΤΑΛΙΑΝ: [352, 229, 565, 314]
- body-text-block: Μὲ ἐπισημότητα θὰ ἑορτασθῇ καὶ ἐφέτος ἡ μνήμη τῆς Παναγίας Σουμελᾶ εἰς τὸ ὁμώνυμον προσκύνημα τοῦ Βερμίου. Χιλιάδες προσκυνητῶν ἀναμένεται νὰ συρρεύσουν.: [967, 402, 1204, 433]
- divider: [595, 421, 955, 422]
- article-body: [6, 214, 322, 743]
- body-text-block: ΛΟΝΔΙΝΟΝ, 1.— Νεαρὰ θαυμάστρια τοῦ Πρίσλεϋ ἀπεκοιμήθη ἐπὶ ἑπτὰ ὥρας ἀκούουσα δίσκους τοῦ ἀγαπημένου της τραγουδιστοῦ.: [335, 875, 582, 908]
- divider: [595, 1466, 955, 1468]
- article-body: [1217, 1178, 1562, 1306]
- article-body: [967, 1125, 1204, 1204]
- headline: Η ΑΥΞΗΣΙΣ ΤΩΝ ΑΠΟΔΟΧΩΝ ΤΩΝ ΥΠΑΛΛΗΛΩΝ ΑΥΤΟΝΟΜΩΝ: [1001, 735, 1171, 818]
- body-text-block: ΑΘΗΝΑΙ, 1.— Ψυχοπαθὴς εἰσελθὼν εἰς κέντρον πλησίον τοῦ Μουσείου ἀπέβαλε τὰ ἐνδύματά του, ἐχόρευσε καὶ ἀπήγγειλε στίχους πρὸς κατάπληξιν τῶν θαμώνων. Ἀστυνομικοὶ τὸν συνέλαβον καὶ τὸν ὡδήγησαν εἰς ψυχιατρεῖον.: [1217, 933, 1562, 965]
